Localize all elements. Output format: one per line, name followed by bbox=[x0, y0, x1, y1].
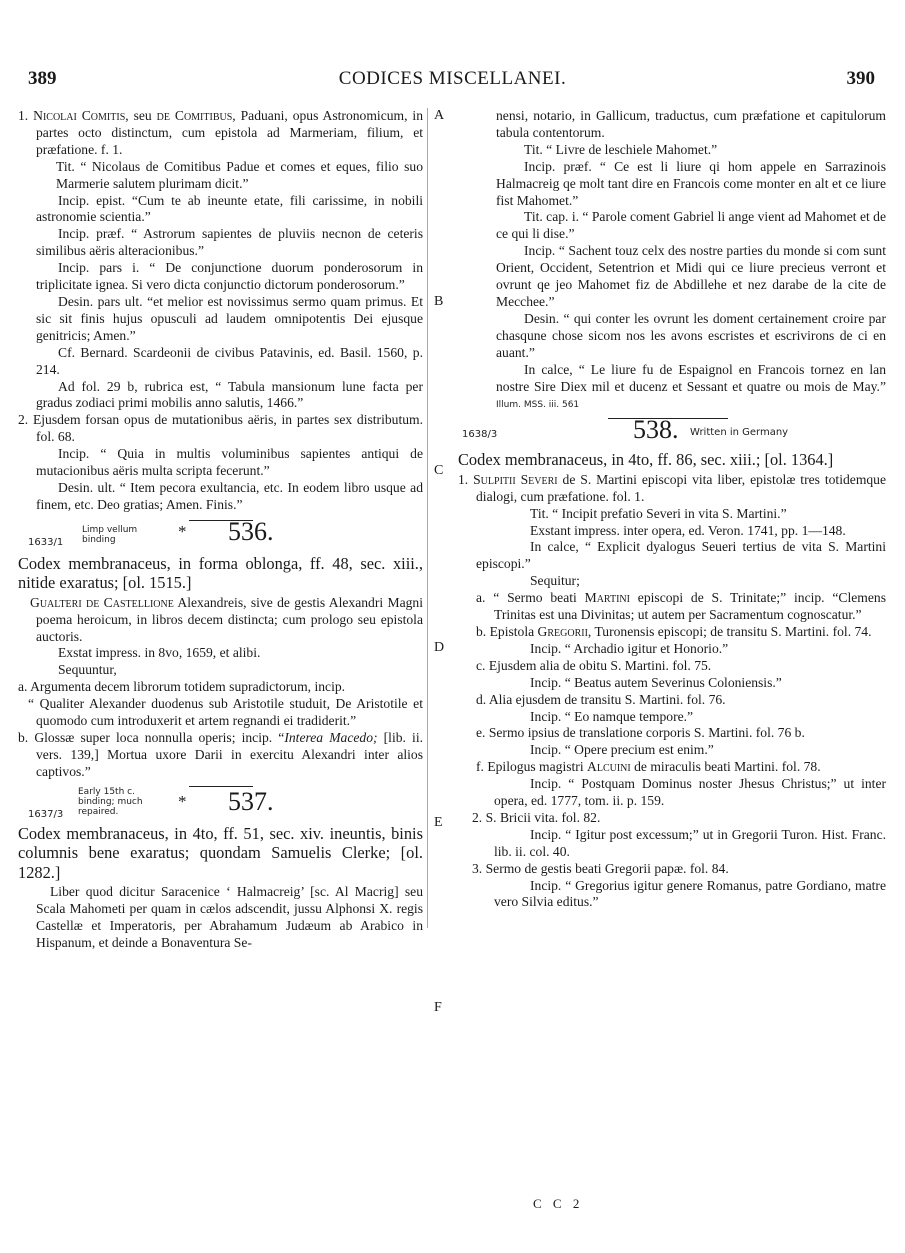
desin-r: Desin. “ qui conter les ovrunt les doment certainement croire par chasqune chose sicom nos les avons escristes et escrivirons de ci en auant.” bbox=[496, 310, 886, 360]
d-incip: Incip. “ Eo namque tempore.” bbox=[530, 708, 694, 724]
page-number-right: 390 bbox=[846, 68, 875, 89]
asterisk-mark: * bbox=[178, 791, 187, 811]
e-incip: Incip. “ Opere precium est enim.” bbox=[530, 742, 714, 758]
codex-537-heading bbox=[18, 786, 423, 824]
incip-epist: Incip. epist. “Cum te ab ineunte etate, fili carissime, in nobili astronomie scientia.” bbox=[36, 192, 423, 225]
shelfmark-537: 1637/3 bbox=[28, 808, 64, 820]
incip-praef: Incip. præf. “ Astrorum sapientes de pluviis necnon de ceteris similibus aëris alteracionibus.” bbox=[36, 226, 423, 259]
tit-line: Tit. “ Nicolaus de Comitibus Padue et comes et eques, filio suo Marmerie salutem plurimam dicit.” bbox=[56, 158, 423, 191]
codex-538-description: Codex membranaceus, in 4to, ff. 86, sec. xiii.; [ol. 1364.] bbox=[458, 450, 834, 470]
left-column bbox=[18, 108, 423, 952]
signature-mark: C C 2 bbox=[533, 1196, 584, 1211]
binding-note-537a: Early 15th c. bbox=[78, 786, 135, 797]
qualiter: “ Qualiter Alexander duodenus sub Aristotile studuit, De Aristotile et quomodo cum introduxerit et artem regnandi ei tradiderit.” bbox=[28, 696, 423, 729]
page-header bbox=[0, 68, 905, 92]
codex-number-537: 537. bbox=[228, 786, 274, 816]
codex-536-heading bbox=[18, 516, 423, 554]
sequuntur: Sequuntur, bbox=[58, 662, 117, 678]
shelfmark-538: 1638/3 bbox=[462, 429, 498, 441]
binding-note-537c: repaired. bbox=[78, 806, 119, 817]
incip-r: Incip. “ Sachent touz celx des nostre parties du monde si com sunt Orient, Occident, Setentrion et Midi qui ce liure precieus verront et ovrunt qe jeo Mahomet fiz de Abdillehe et nez darabe de la cite de Mecchee.” bbox=[496, 243, 886, 309]
item2-desin: Desin. ult. “ Item pecora exultancia, etc. In eodem libro usque ad finem, etc. Deo gratias; Amen. Finis.” bbox=[36, 479, 423, 512]
margin-letter-d: D bbox=[434, 640, 445, 655]
sub-c-538: c. Ejusdem alia de obitu S. Martini. fol. 75. bbox=[476, 657, 712, 673]
page-title: CODICES MISCELLANEI. bbox=[338, 68, 567, 89]
cf-reference: Cf. Bernard. Scardeonii de civibus Patavinis, ed. Basil. 1560, p. 214. bbox=[36, 344, 423, 377]
sub-e-538: e. Sermo ipsius de translatione corporis S. Martini. fol. 76 b. bbox=[476, 725, 805, 741]
item2-incip-538: Incip. “ Igitur post excessum;” ut in Gregorii Turon. Hist. Franc. lib. ii. col. 40. bbox=[494, 826, 886, 859]
sequitur: Sequitur; bbox=[530, 573, 580, 589]
tit-livre: Tit. “ Livre de leschiele Mahomet.” bbox=[524, 141, 718, 157]
margin-letter-e: E bbox=[434, 815, 443, 830]
codex-537-description: Codex membranaceus, in 4to, ff. 51, sec. xiv. ineuntis, binis columnis bene exaratus; quondam Samuelis Clerke; [ol. 1282.] bbox=[18, 823, 423, 882]
codex-number-536: 536. bbox=[228, 516, 274, 546]
codex-538-heading bbox=[458, 415, 886, 450]
codex-536-work: Gualteri de Castellione Alexandreis, sive de gestis Alexandri Magni poema heroicum, in libros decem distincta; cum prologo seu epistola auctoris. bbox=[30, 594, 423, 644]
c-incip: Incip. “ Beatus autem Severinus Coloniensis.” bbox=[530, 674, 782, 690]
column-divider-line bbox=[427, 108, 428, 928]
sub-d-538: d. Alia ejusdem de transitu S. Martini. fol. 76. bbox=[476, 691, 726, 707]
sub-b-538: b. Epistola Gregorii, Turonensis episcopi; de transitu S. Martini. fol. 74. bbox=[476, 623, 872, 639]
margin-letter-c: C bbox=[434, 463, 444, 478]
item3-incip-538: Incip. “ Gregorius igitur genere Romanus, patre Gordiano, matre vero Silvia editus.” bbox=[494, 877, 886, 910]
entry-item-1: 1. Nicolai Comitis, seu de Comitibus, Paduani, opus Astronomicum, in partes octo distinctum, cum epistola ad Marmeriam, filium, et præfatione. f. 1. bbox=[18, 108, 423, 157]
codex-537-liber: Liber quod dicitur Saracenice ‘ Halmacreig’ [sc. Al Macrig] seu Scala Mahometi per quam in cælos adscendit, jussu Alphonsi X. regis Castellæ et Imperatoris, per Abrahamum Judæum ab Arabico in Hispanum, et deinde a Bonaventura Se- bbox=[36, 884, 423, 950]
page-number-left: 389 bbox=[28, 68, 57, 89]
codex-538-item3: 3. Sermo de gestis beati Gregorii papæ. fol. 84. bbox=[472, 860, 729, 876]
binding-note-536a: Limp vellum bbox=[82, 524, 138, 535]
binding-note-536b: binding bbox=[82, 534, 116, 545]
margin-letters bbox=[423, 108, 453, 1015]
codex-538-item2: 2. S. Bricii vita. fol. 82. bbox=[472, 809, 601, 825]
exstat: Exstat impress. in 8vo, 1659, et alibi. bbox=[58, 645, 261, 661]
b-incip: Incip. “ Archadio igitur et Honorio.” bbox=[530, 640, 729, 656]
sub-b: b. Glossæ super loca nonnulla operis; incip. “Interea Macedo; [lib. ii. vers. 139,] Mortua uxore Darii in exercitu Alexandri inter alios captivos.” bbox=[18, 730, 423, 779]
codex-number-538: 538. bbox=[633, 415, 679, 445]
margin-letter-b: B bbox=[434, 294, 444, 309]
margin-letter-f: F bbox=[434, 1000, 442, 1015]
shelfmark-536: 1633/1 bbox=[28, 536, 64, 548]
illum-note: Illum. MSS. iii. 561 bbox=[496, 400, 580, 411]
desin-pars: Desin. pars ult. “et melior est novissimus sermo quam primus. Et sic sit finis hujus opusculi ad laudem omnipotentis Dei ejusque genitricis; Amen.” bbox=[36, 293, 423, 343]
written-note: Written in Germany bbox=[690, 427, 789, 439]
right-column bbox=[458, 108, 886, 911]
ad-fol-rubrica: Ad fol. 29 b, rubrica est, “ Tabula mansionum lune facta per gradus zodiaci primi mobilis anno salutis, 1466.” bbox=[36, 378, 423, 411]
continuation: nensi, notario, in Gallicum, traductus, cum præfatione et capitulorum tabula contentorum. bbox=[496, 108, 886, 140]
tit-538: Tit. “ Incipit prefatio Severi in vita S. Martini.” bbox=[530, 505, 787, 521]
tit-cap: Tit. cap. i. “ Parole coment Gabriel li ange vient ad Mahomet et de ce qui li dise.” bbox=[496, 209, 886, 242]
codex-538-item1: 1. Sulpitii Severi de S. Martini episcopi vita liber, epistolæ tres totidemque dialogi, cum præfatione. fol. 1. bbox=[458, 471, 887, 504]
asterisk-mark: * bbox=[178, 521, 187, 541]
sub-a-538: a. “ Sermo beati Martini episcopi de S. Trinitate;” incip. “Clemens Trinitas est una Divinitas; ut autem per Sacramentum cognoscatur.” bbox=[476, 590, 886, 623]
codex-536-description: Codex membranaceus, in forma oblonga, ff. 48, sec. xiii., nitide exaratus; [ol. 1515.] bbox=[18, 553, 423, 593]
sub-f-538: f. Epilogus magistri Alcuini de miraculis beati Martini. fol. 78. bbox=[476, 759, 821, 775]
item2-incip: Incip. “ Quia in multis voluminibus sapientes antiqui de mutacionibus aëris multa scripta fecerunt.” bbox=[36, 446, 423, 479]
f-incip: Incip. “ Postquam Dominus noster Jhesus Christus;” ut inter opera, ed. 1777, tom. ii. p. 159. bbox=[494, 776, 886, 809]
binding-note-537b: binding; much bbox=[78, 796, 143, 807]
entry-item-2: 2. Ejusdem forsan opus de mutationibus aëris, in partes sex distributum. fol. 68. bbox=[18, 412, 423, 445]
margin-letter-a: A bbox=[434, 108, 445, 123]
sub-a: a. Argumenta decem librorum totidem supradictorum, incip. bbox=[18, 679, 346, 695]
exstant-538: Exstant impress. inter opera, ed. Veron. 1741, pp. 1—148. bbox=[530, 522, 846, 538]
calce-538: In calce, “ Explicit dyalogus Seueri tertius de vita S. Martini episcopi.” bbox=[476, 539, 886, 572]
incip-pars: Incip. pars i. “ De conjunctione duorum ponderosorum in triplicitate ignea. Si vero dicta conjunctio dictorum ponderosorum.” bbox=[36, 260, 423, 293]
incip-praef-r: Incip. præf. “ Ce est li liure qi hom appele en Sarrazinois Halmacreig qe molt tant dire en Francois come monter en alt et ce liure fist Mahomet.” bbox=[496, 158, 886, 208]
calce-r: In calce, “ Le liure fu de Espaignol en Francois tornez en lan nostre Sire Diex mil et ducenz et Sessant et quatre ou mois de May.” Illum. MSS. iii. 561 bbox=[496, 361, 886, 411]
